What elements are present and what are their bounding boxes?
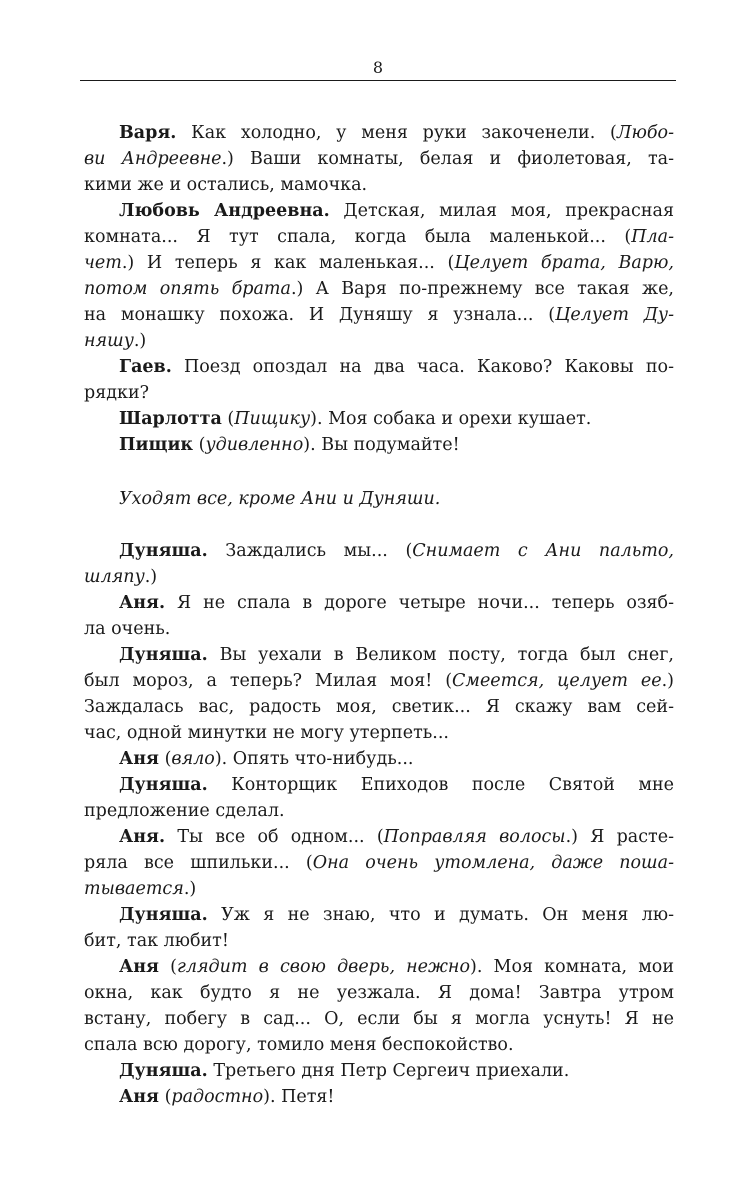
speaker-name: Гаев.	[119, 357, 172, 377]
speech-text: ла очень.	[84, 619, 171, 639]
speaker-name: Аня	[119, 749, 159, 769]
text-line	[84, 928, 674, 954]
stage-note: Поправляя волосы	[383, 827, 566, 847]
text-line	[84, 850, 674, 876]
text-line	[84, 406, 674, 432]
speech-text: кими же и остались, мамочка.	[84, 175, 368, 195]
text-line	[84, 354, 674, 380]
speaker-name: Дуняша.	[119, 775, 208, 795]
speech-text: .)	[144, 567, 158, 587]
text-line	[84, 380, 674, 406]
text-line	[84, 1006, 674, 1032]
stage-note: Пла-	[631, 227, 674, 247]
speech-text: спала всю дорогу, томило меня беспокойство.	[84, 1035, 514, 1055]
text-line	[84, 954, 674, 980]
text-line	[84, 668, 674, 694]
stage-note: Целует брата, Варю,	[454, 253, 674, 273]
text-line	[84, 120, 674, 146]
speech-text: ). Петя!	[263, 1087, 335, 1107]
speaker-name: Шарлотта	[119, 409, 222, 429]
stage-note: Она очень утомлена, даже поша-	[312, 853, 674, 873]
speech-text: предложение сделал.	[84, 801, 285, 821]
play-text	[84, 120, 674, 1110]
dialogue-paragraph	[84, 198, 674, 354]
speech-text: Заждалась вас, радость моя, светик... Я скажу вам сей-	[84, 697, 674, 717]
speaker-name: Аня.	[119, 827, 166, 847]
text-line	[84, 146, 674, 172]
speaker-name: Варя.	[119, 123, 177, 143]
dialogue-paragraph	[84, 642, 674, 746]
speech-text: Конторщик Епиходов после Святой мне	[207, 775, 674, 795]
dialogue-paragraph	[84, 406, 674, 432]
speech-text: встану, побегу в сад... О, если бы я могла уснуть! Я не	[84, 1009, 674, 1029]
text-line	[84, 328, 674, 354]
stage-note: радостно	[171, 1087, 264, 1107]
speech-text: Уж я не знаю, что и думать. Он меня лю-	[207, 905, 674, 925]
speech-text: .) А Варя по-прежнему все такая же,	[290, 279, 674, 299]
text-line	[84, 902, 674, 928]
stage-note: Целует Ду-	[555, 305, 674, 325]
dialogue-paragraph	[84, 772, 674, 824]
text-line	[84, 772, 674, 798]
text-line	[84, 224, 674, 250]
speech-text: ). Опять что-нибудь...	[214, 749, 414, 769]
text-line	[84, 798, 674, 824]
dialogue-paragraph	[84, 746, 674, 772]
speech-text: ). Моя собака и орехи кушает.	[310, 409, 592, 429]
stage-note: ви Андреевне	[84, 149, 222, 169]
speech-text: .)	[133, 331, 147, 351]
text-line	[84, 1084, 674, 1110]
dialogue-paragraph	[84, 824, 674, 902]
speech-text: Вы уехали в Великом посту, тогда был снег,	[207, 645, 674, 665]
speech-text: Как холодно, у меня руки закоченели. (	[176, 123, 617, 143]
text-line	[84, 198, 674, 224]
speaker-name: Дуняша.	[119, 1061, 208, 1081]
speech-text: .)	[661, 671, 674, 691]
speech-text: Поезд опоздал на два часа. Каково? Каковы по-	[171, 357, 674, 377]
stage-note: Смеется, целует ее	[452, 671, 662, 691]
text-line	[84, 616, 674, 642]
text-line	[84, 824, 674, 850]
text-line	[84, 642, 674, 668]
speech-text: ). Вы подумайте!	[303, 435, 460, 455]
speech-text: ). Моя комната, мои	[470, 957, 674, 977]
text-line	[84, 720, 674, 746]
text-line	[84, 980, 674, 1006]
speech-text: на монашку похожа. И Дуняшу я узнала... (	[84, 305, 556, 325]
speaker-name: Дуняша.	[119, 645, 208, 665]
speech-text: комната... Я тут спала, когда была маленькой... (	[84, 227, 632, 247]
speech-text: рядки?	[84, 383, 150, 403]
speech-text: .) Я расте-	[565, 827, 674, 847]
text-line	[84, 876, 674, 902]
text-line	[84, 486, 674, 512]
speaker-name: Аня	[119, 1087, 159, 1107]
text-line	[84, 538, 674, 564]
speech-text: бит, так любит!	[84, 931, 229, 951]
stage-note: Пищику	[234, 409, 311, 429]
speaker-name: Аня	[119, 957, 159, 977]
stage-note: няшу	[84, 331, 134, 351]
dialogue-paragraph	[84, 902, 674, 954]
text-line	[84, 590, 674, 616]
speaker-name: Любовь Андреевна.	[119, 201, 330, 221]
speech-text: (	[159, 749, 172, 769]
speaker-name: Аня.	[119, 593, 166, 613]
dialogue-paragraph	[84, 1058, 674, 1084]
dialogue-paragraph	[84, 538, 674, 590]
speech-text: час, одной минутки не могу утерпеть...	[84, 723, 449, 743]
speech-text: .)	[183, 879, 197, 899]
stage-note: Уходят все, кроме Ани и Дуняши.	[119, 489, 441, 509]
speech-text: Детская, милая моя, прекрасная	[329, 201, 674, 221]
speech-text: (	[193, 435, 206, 455]
stage-note: шляпу	[84, 567, 145, 587]
text-line	[84, 276, 674, 302]
stage-note: потом опять брата	[84, 279, 291, 299]
dialogue-paragraph	[84, 432, 674, 458]
speech-text: окна, как будто я не уезжала. Я дома! Завтра утром	[84, 983, 674, 1003]
page-number: 8	[372, 58, 384, 77]
text-line	[84, 746, 674, 772]
stage-note: тывается	[84, 879, 184, 899]
speech-text: .) И теперь я как маленькая... (	[121, 253, 455, 273]
speech-text: Третьего дня Петр Сергеич приехали.	[207, 1061, 570, 1081]
text-line	[84, 694, 674, 720]
stage-note: вяло	[171, 749, 215, 769]
dialogue-paragraph	[84, 954, 674, 1058]
speech-text: ряла все шпильки... (	[84, 853, 313, 873]
text-line	[84, 432, 674, 458]
speech-text: был мороз, а теперь? Милая моя! (	[84, 671, 453, 691]
dialogue-paragraph	[84, 354, 674, 406]
speech-text: (	[221, 409, 235, 429]
stage-direction	[84, 458, 674, 538]
speech-text: (	[159, 957, 177, 977]
text-line	[84, 564, 674, 590]
dialogue-paragraph	[84, 120, 674, 198]
stage-note: Снимает с Ани пальто,	[412, 541, 674, 561]
speaker-name: Дуняша.	[119, 905, 208, 925]
dialogue-paragraph	[84, 590, 674, 642]
dialogue-paragraph	[84, 1084, 674, 1110]
text-line	[84, 250, 674, 276]
stage-note: Любо-	[616, 123, 674, 143]
speech-text: Ты все об одном... (	[165, 827, 384, 847]
speaker-name: Дуняша.	[119, 541, 208, 561]
header-rule	[80, 80, 676, 81]
text-line	[84, 1058, 674, 1084]
text-line	[84, 1032, 674, 1058]
text-line	[84, 172, 674, 198]
speech-text: (	[159, 1087, 172, 1107]
text-line	[84, 302, 674, 328]
speech-text: Заждались мы... (	[207, 541, 413, 561]
stage-note: глядит в свою дверь, нежно	[176, 957, 470, 977]
stage-note: чет	[84, 253, 122, 273]
speech-text: .) Ваши комнаты, белая и фиолетовая, та-	[221, 149, 674, 169]
speech-text: Я не спала в дороге четыре ночи... теперь озяб-	[165, 593, 674, 613]
speaker-name: Пищик	[119, 435, 194, 455]
stage-note: удивленно	[205, 435, 304, 455]
